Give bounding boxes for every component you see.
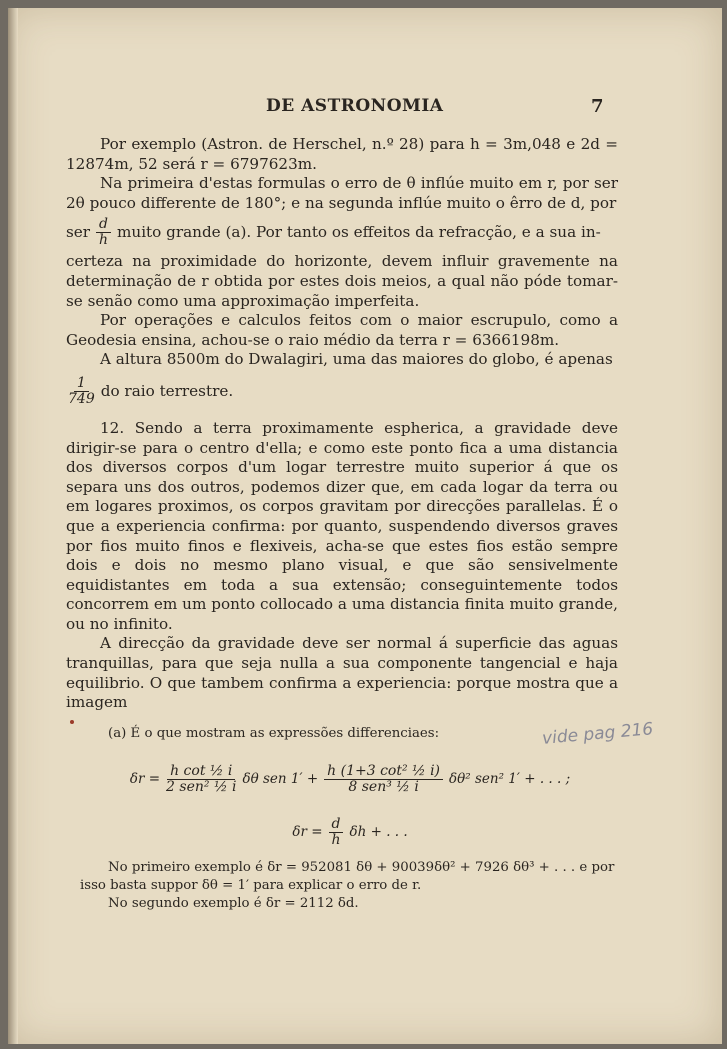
eq2-tail: δh + . . . bbox=[349, 824, 408, 840]
paragraph-altura: A altura 8500m do Dwalagiri, uma das maiores do globo, é apenas bbox=[100, 350, 613, 369]
eq1-term1-tail: δθ sen 1′ + bbox=[242, 771, 319, 787]
handwritten-note: vide pag 216 bbox=[541, 719, 654, 749]
main-text bbox=[66, 135, 618, 713]
footnote-line-1: No primeiro exemplo é δr = 952081 δθ + 90039δθ² + 7926 δθ³ + . . . e por isso basta suppor δθ = 1′ para explicar o erro de r. bbox=[80, 860, 615, 893]
raio-suffix: do raio terrestre. bbox=[100, 381, 234, 400]
equation-1 bbox=[80, 757, 620, 801]
raio-numerator: 1 bbox=[74, 376, 89, 392]
fraction-1-over-749 bbox=[68, 376, 95, 407]
page-number: 7 bbox=[591, 96, 604, 117]
raio-fraction-line bbox=[66, 376, 618, 407]
fraction-denominator: h bbox=[99, 232, 109, 249]
eq2-lhs: δr = bbox=[292, 824, 323, 840]
ink-stain bbox=[70, 720, 74, 724]
frac-prefix: ser bbox=[66, 223, 91, 242]
paragraph-12: 12. Sendo a terra proximamente espherica, a gravidade deve dirigir-se para o centro d'ella; e como este ponto fica a uma distancia dos diversos corpos d'um logar terrestre muito superior á que os separa uns dos outros, podemos dizer que, em cada logar da terra ou em logares proximos, os corpos gravitam por direcções parallelas. É o que a experiencia confirma: por quanto, suspendendo diversos graves por fios muito finos e flexiveis, acha-se que estes fios estão sempre dois e dois no mesmo plano visual, e que são sensivelmente equidistantes em toda a sua extensão; conseguintemente todos concorrem em um ponto collocado a uma distancia finita muito grande, ou no infinito. bbox=[66, 418, 618, 633]
paragraph-example: Por exemplo (Astron. de Herschel, n.º 28) para h = 3m,048 e 2d = 12874m, 52 será r = 6797623m. bbox=[66, 135, 618, 173]
eq1-term2-den: 8 sen³ ½ i bbox=[348, 778, 419, 795]
eq1-lhs: δr = bbox=[129, 771, 161, 787]
paragraph-formulas: Na primeira d'estas formulas o erro de θ inflúe muito em r, por ser 2θ pouco differente de 180°; e na segunda inflúe muito o êrro de d, por bbox=[66, 174, 618, 212]
eq2-fraction bbox=[329, 817, 344, 848]
eq2-num: d bbox=[329, 817, 344, 833]
eq1-term1-fraction bbox=[166, 764, 236, 795]
paragraph-continuation: certeza na proximidade do horizonte, devem influir gravemente na determinação de r obtida por estes dois meios, a qual não póde tomar-se senão como uma approximação imperfeita. bbox=[66, 252, 618, 310]
footnote-intro: (a) É o que mostram as expressões differenciaes: bbox=[108, 726, 440, 741]
paragraph-direccao: A direcção da gravidade deve ser normal á superficie das aguas tranquillas, para que seja nulla a sua componente tangencial e haja equilibrio. O que tambem confirma a experiencia: porque mostra que a imagem bbox=[66, 634, 618, 712]
eq1-term2-tail: δθ² sen² 1′ + . . . ; bbox=[449, 771, 571, 787]
spacer bbox=[66, 407, 618, 419]
book-page bbox=[8, 8, 722, 1044]
fraction-numerator: d bbox=[96, 217, 111, 233]
eq1-term2-num: h (1+3 cot² ½ i) bbox=[324, 764, 443, 780]
footnote-line-2: No segundo exemplo é δr = 2112 δd. bbox=[108, 896, 359, 911]
fraction-d-over-h bbox=[96, 217, 111, 248]
raio-denominator: 749 bbox=[68, 390, 95, 407]
equation-2 bbox=[80, 813, 620, 851]
paragraph-operacoes: Por operações e calculos feitos com o maior escrupulo, como a Geodesia ensina, achou-se o raio médio da terra r = 6366198m. bbox=[66, 311, 618, 349]
page-spine-shadow bbox=[8, 8, 18, 1044]
footnote bbox=[80, 725, 620, 913]
eq1-term2-fraction bbox=[324, 764, 443, 795]
fraction-line bbox=[66, 217, 618, 248]
frac-suffix: muito grande (a). Por tanto os effeitos da refracção, e a sua in- bbox=[117, 223, 601, 242]
eq1-term1-num: h cot ½ i bbox=[167, 764, 235, 780]
running-header: DE ASTRONOMIA bbox=[266, 96, 444, 116]
eq2-den: h bbox=[331, 831, 341, 848]
eq1-term1-den: 2 sen² ½ i bbox=[166, 778, 237, 795]
